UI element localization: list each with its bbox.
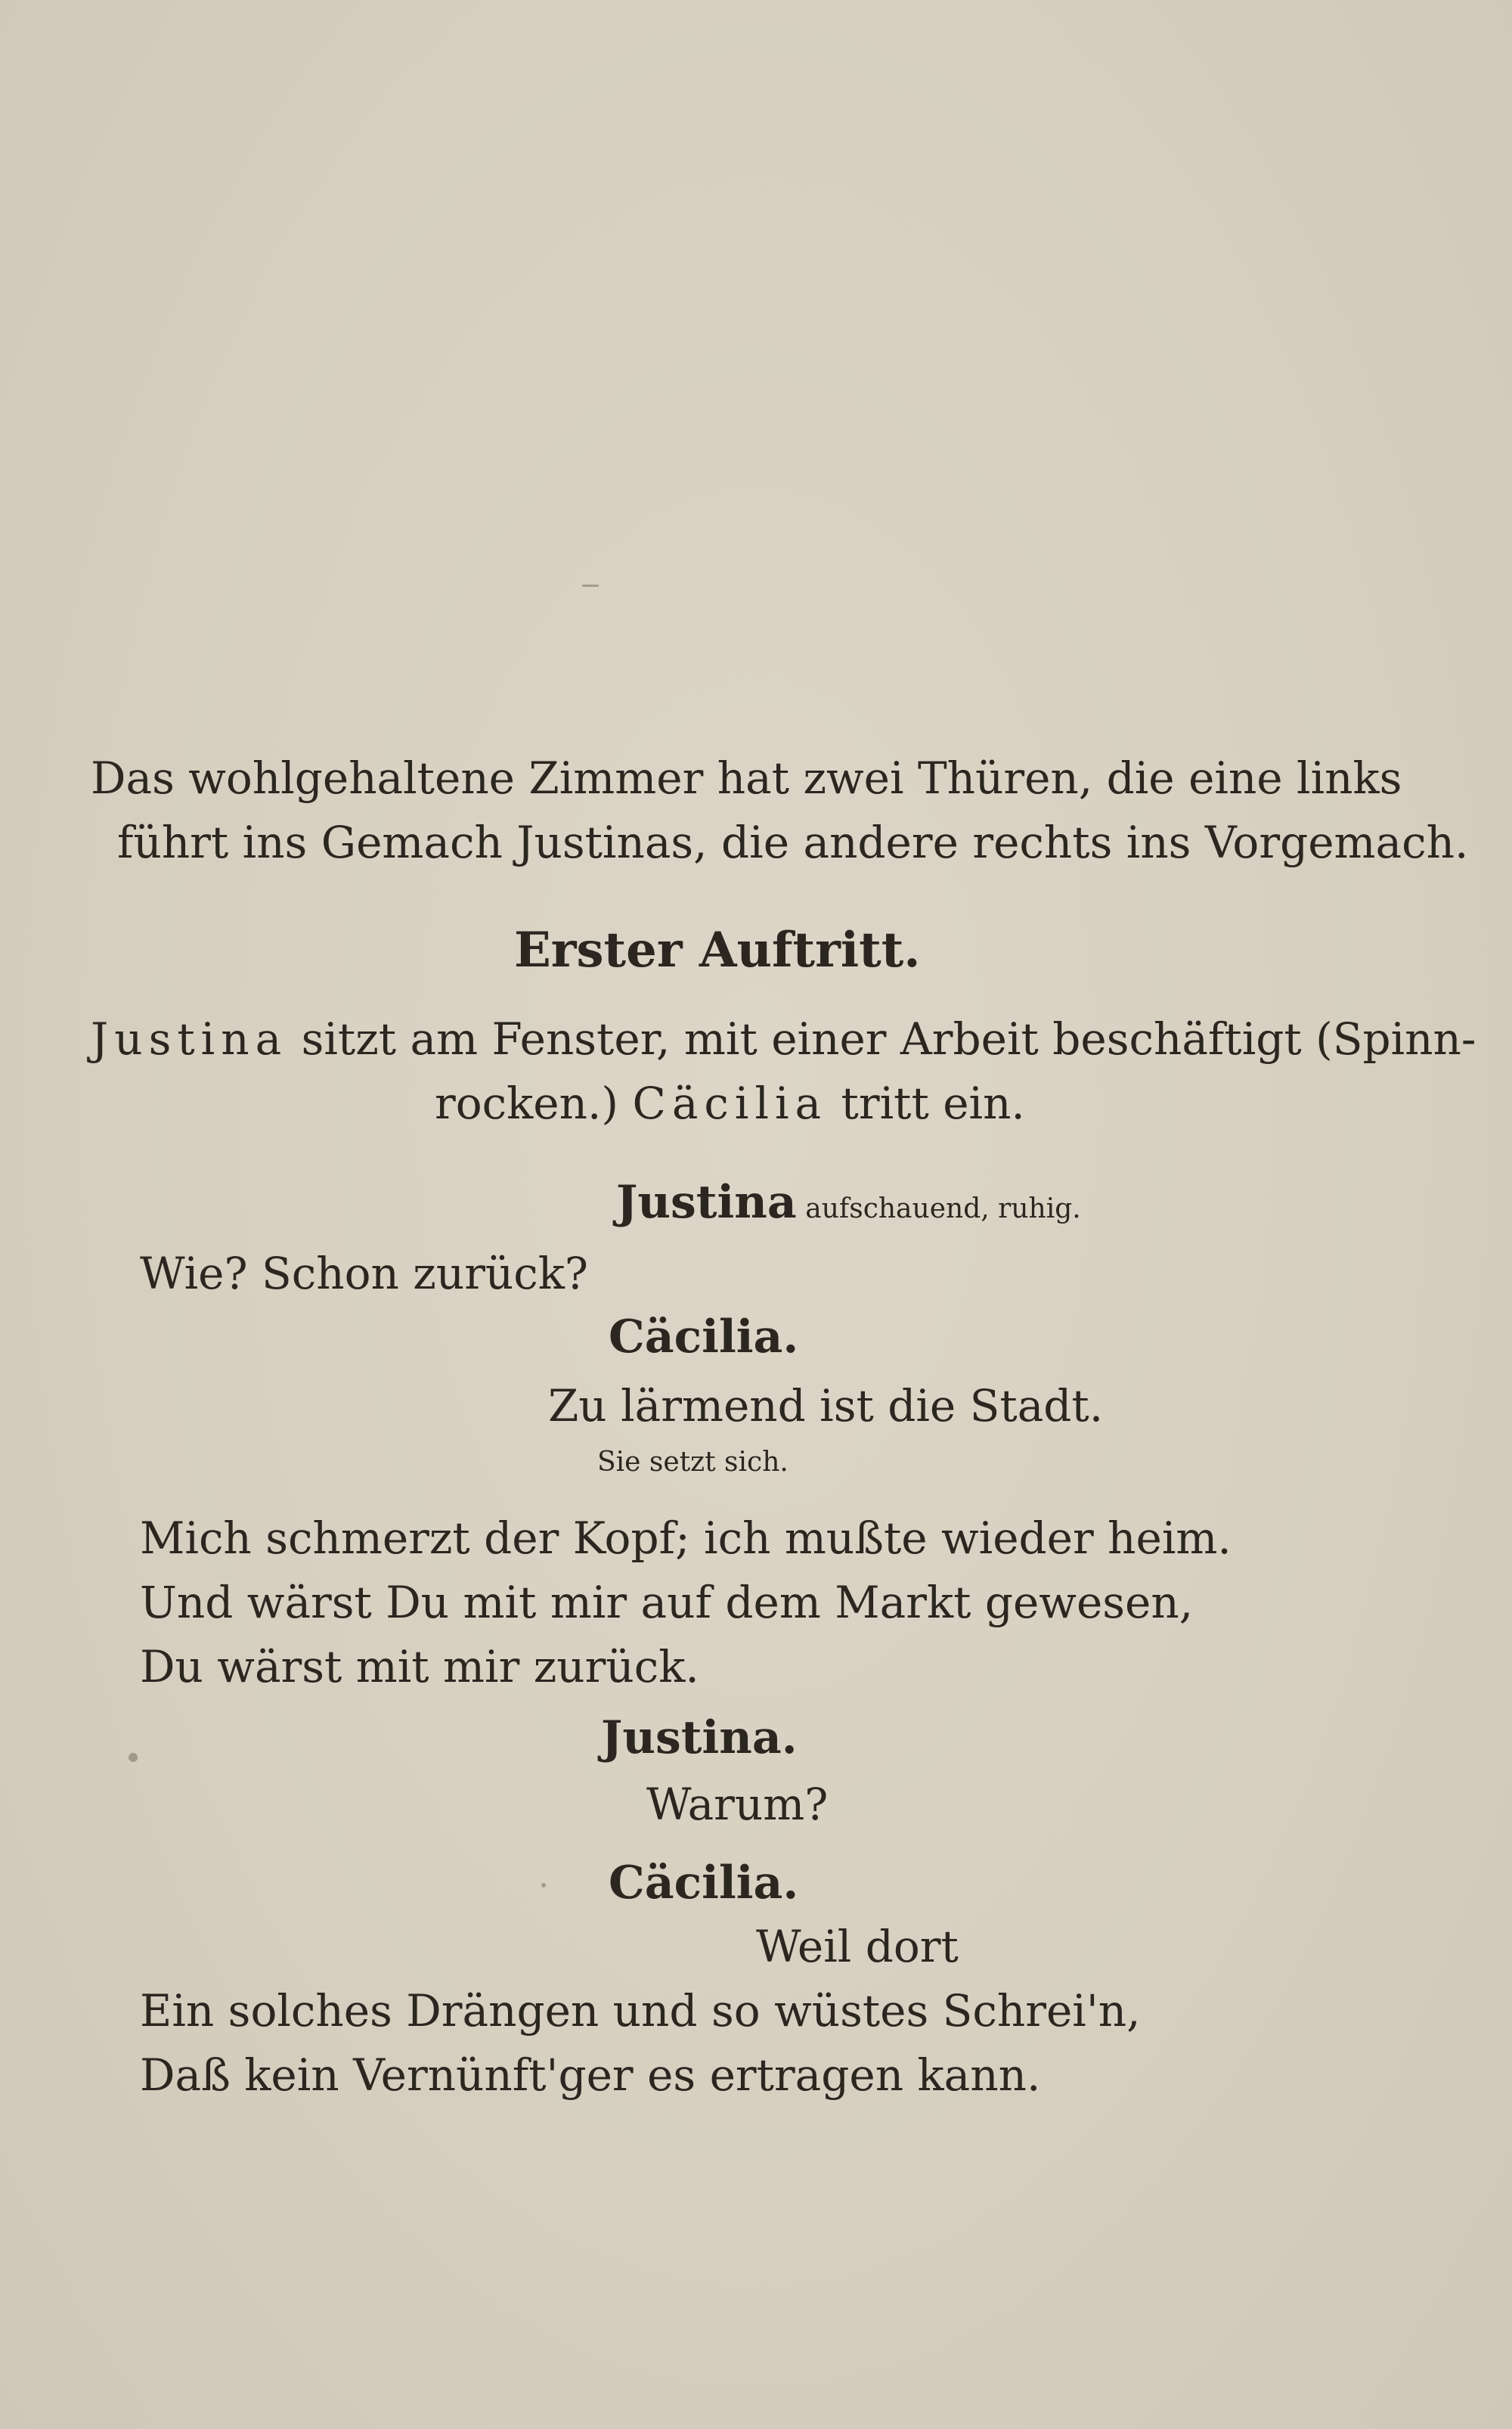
speaker-name-justina: Justina <box>616 1176 797 1229</box>
scene-title: Erster Auftritt. <box>514 922 921 979</box>
verse-line-8: Ein solches Drängen und so wüstes Schrei'n, <box>140 1985 1141 2037</box>
scene-direction-text-3: tritt ein. <box>827 1078 1025 1129</box>
speaker-name-caecilia-1: Cäcilia. <box>609 1311 799 1363</box>
verse-line-7: Weil dort <box>756 1921 959 1972</box>
stage-direction: Sie setzt sich. <box>597 1447 789 1478</box>
verse-line-5: Du wärst mit mir zurück. <box>140 1641 699 1692</box>
speaker-heading-1 <box>616 1176 1081 1229</box>
verse-line-1: Wie? Schon zurück? <box>140 1248 588 1299</box>
scene-direction-line-2 <box>435 1078 1025 1129</box>
verse-line-4: Und wärst Du mit mir auf dem Markt gewesen, <box>140 1577 1194 1628</box>
scene-direction-line-1 <box>91 1013 1476 1065</box>
speaker-name-justina-2: Justina. <box>601 1711 798 1764</box>
scene-direction-text-1: sitzt am Fenster, mit einer Arbeit beschäftigt (Spinn- <box>287 1013 1476 1065</box>
verse-line-3: Mich schmerzt der Kopf; ich mußte wieder heim. <box>140 1512 1232 1564</box>
speaker-name-caecilia-2: Cäcilia. <box>609 1857 799 1909</box>
paper-mark <box>582 585 599 587</box>
setting-line-2: führt ins Gemach Justinas, die andere rechts ins Vorgemach. <box>117 817 1469 868</box>
speaker-direction: aufschauend, ruhig. <box>796 1193 1081 1224</box>
character-name-caecilia: Cäcilia <box>632 1078 828 1129</box>
character-name-justina: Justina <box>91 1013 288 1065</box>
setting-line-1: Das wohlgehaltene Zimmer hat zwei Thüren, die eine links <box>91 752 1402 804</box>
verse-line-6: Warum? <box>646 1779 829 1830</box>
verse-line-9: Daß kein Vernünft'ger es ertragen kann. <box>140 2049 1041 2101</box>
verse-line-2: Zu lärmend ist die Stadt. <box>548 1380 1104 1432</box>
paper-speck <box>129 1753 138 1762</box>
paper-speck <box>541 1883 546 1888</box>
scene-direction-text-2: rocken.) <box>435 1078 633 1129</box>
